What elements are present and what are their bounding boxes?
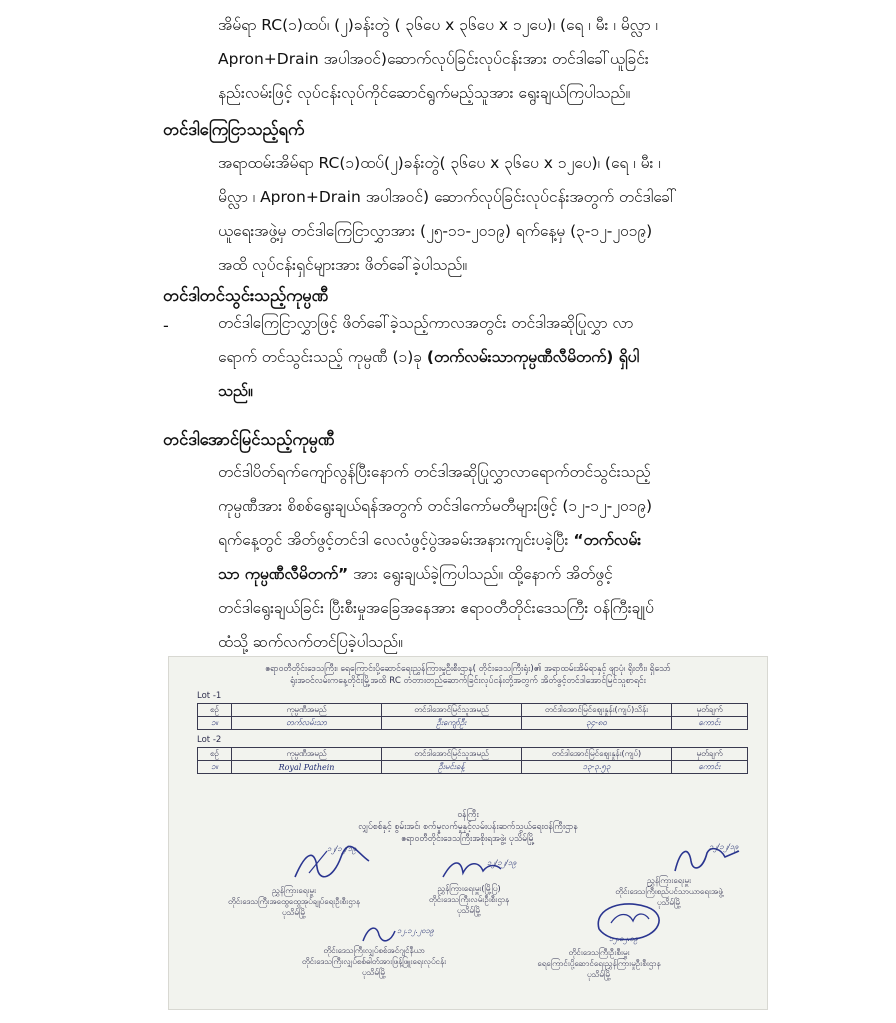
company-name-bold: (တက်လမ်းသာကုမ္ပဏီလီမိတက်) ရှိပါ (426, 348, 640, 366)
section1-paragraph (218, 146, 818, 282)
section1-line-1: အရာထမ်းအိမ်ရာ RC(၁)ထပ်(၂)ခန်းတွဲ( ၃၆ပေ x ၃၆ပေ x ၁၂ပေ)၊ (ရေ ၊ မီး ၊ (218, 154, 661, 172)
scan-header-line-2: ရုံးအဝင်လမ်းကနေ့တိုင်းမြို့အထိ RC တံတားတည်ဆောက်ခြင်းလုပ်ငန်းတို့အတွက် အိတ်ဖွင့်တင်ဒါအောင်မြင်သူစာရင်း (290, 676, 646, 686)
winner-name-bold-end: သာ ကုမ္ပဏီလီမိတက်” (218, 565, 349, 583)
lot-1-table (197, 703, 748, 730)
section2-line-1: တင်ဒါကြေငြာလွှာဖြင့် ဖိတ်ခေါ်ခဲ့သည့်ကာလအတွင်း တင်ဒါအဆိုပြုလွှာ လာ (218, 314, 634, 332)
section-heading-winning-company: တင်ဒါအောင်မြင်သည့်ကုမ္ပဏီ (163, 430, 335, 449)
section3-line-3-text: ရက်နေ့တွင် အိတ်ဖွင့်တင်ဒါ လေလံဖွင့်ပွဲအခမ်းအနားကျင်းပခဲ့ပြီး (218, 531, 574, 549)
section2-line-2-text: ရောက် တင်သွင်းသည့် ကုမ္ပဏီ (၁)ခု (218, 348, 427, 366)
lot-2-label: Lot -2 (197, 735, 222, 745)
cell-company: Royal Pathein (232, 761, 382, 774)
winner-name-bold-start: “တက်လမ်း (573, 531, 642, 549)
signature-2-role: ညွှန်ကြားရေးမှူး(မြို့ပြ) (437, 884, 501, 893)
table-header-row (198, 748, 748, 761)
cell-winner: ဦးကျော်ဦး (382, 717, 522, 730)
section-heading-submitting-company: တင်ဒါတင်သွင်းသည့်ကုမ္ပဏီ (163, 286, 329, 305)
intro-line-2: Apron+Drain အပါအဝင်)ဆောက်လုပ်ခြင်းလုပ်ငန်းအား တင်ဒါခေါ်ယူခြင်း (218, 50, 649, 68)
col-header-remark: မှတ်ချက် (672, 704, 748, 717)
signature-5-org: ရေကြောင်းပို့ဆောင်ရေးညွှန်ကြားမှုဦးစီးဌာန (537, 959, 661, 968)
section3-line-6: ထံသို့ ဆက်လက်တင်ပြခဲ့ပါသည်။ (218, 633, 403, 651)
scan-header-line-1: ဧရာဝတီတိုင်းဒေသကြီး၊ ရေကြောင်းပို့ဆောင်ရေးညွှန်ကြားမှုဦးစီးဌာန( တိုင်းဒေသကြီးရုံး)၏ အရာထမ်းအိမ်ရာနှင့် ဖျာပုံ၊ ရိုးတီး၊ ရှိသော် (265, 664, 671, 674)
section2-line-2 (218, 340, 818, 374)
intro-line-1: အိမ်ရာ RC(၁)ထပ်၊ (၂)ခန်းတွဲ ( ၃၆ပေ x ၃၆ပေ x ၁၂ပေ)၊ (ရေ ၊ မီး ၊ မိလ္လာ ၊ (218, 16, 658, 34)
section1-line-4: အထိ လုပ်ငန်းရှင်များအား ဖိတ်ခေါ်ခဲ့ပါသည်။ (218, 256, 468, 274)
signature-3-city: ပုသိမ်မြို့ (656, 898, 681, 907)
cell-remark: ကောင်း (672, 717, 748, 730)
section1-line-3: ယူရေးအဖွဲ့မှ တင်ဒါကြေငြာလွှာအား (၂၅-၁၁-၂၀၁၉) ရက်နေ့မှ (၃-၁၂-၂၀၁၉) (218, 222, 653, 240)
section1-line-2: မိလ္လာ ၊ Apron+Drain အပါအဝင်) ဆောက်လုပ်ခြင်းလုပ်ငန်းအတွက် တင်ဒါခေါ် (218, 188, 677, 206)
section-heading-tender-announcement-date: တင်ဒါကြေငြာသည့်ရက် (163, 120, 305, 139)
signature-2-city: ပုသိမ်မြို့ (456, 906, 481, 915)
section3-line-1: တင်ဒါပိတ်ရက်ကျော်လွန်ပြီးနောက် တင်ဒါအဆိုပြုလွှာလာရောက်တင်သွင်းသည့် (218, 463, 651, 481)
cell-company: တက်လမ်းသာ (232, 717, 382, 730)
section3-line-3 (218, 523, 818, 557)
signature-4-org: တိုင်းဒေသကြီးလျှပ်စစ်ဓါတ်အားဖြန့်ဖြူးရေးလုပ်ငန်း (301, 957, 447, 966)
intro-line-3: နည်းလမ်းဖြင့် လုပ်ငန်းလုပ်ကိုင်ဆောင်ရွက်မည့်သူအား ရွေးချယ်ကြပါသည်။ (218, 84, 631, 102)
signature-block-5 (499, 947, 699, 980)
table-row (198, 761, 748, 774)
cell-price: ၃၄-၈၀ (522, 717, 672, 730)
col-header-company: ကုမ္ပဏီအမည် (232, 748, 382, 761)
minister-title: ဝန်ကြီး (457, 810, 479, 820)
lot-2-table (197, 747, 748, 774)
section3-paragraph (218, 455, 818, 659)
table-row (198, 717, 748, 730)
signature-2-date: ၁၂/၁၂/၁၉ (487, 858, 517, 867)
section3-line-4-text: အား ရွေးချယ်ခဲ့ကြပါသည်။ ထို့နောက် အိတ်ဖွင့် (348, 565, 613, 583)
signature-5-date: ၁၂.၁၂.၁၉ (609, 934, 639, 943)
section2-paragraph (218, 306, 818, 408)
signature-block-1 (189, 885, 399, 918)
section3-line-4 (218, 557, 818, 591)
cell-no: ၁။ (198, 717, 232, 730)
signature-4-date: ၁၂.၁၂.၂၀၁၉ (397, 926, 434, 935)
col-header-winner: တင်ဒါအောင်မြင်သူအမည် (382, 704, 522, 717)
signature-3-role: ညွှန်ကြားရေးမှူး (647, 876, 691, 885)
col-header-remark: မှတ်ချက် (672, 748, 748, 761)
signature-1-role: ညွှန်ကြားရေးမှူး (272, 886, 316, 895)
signature-1-org: တိုင်းဒေသကြီးအထွေထွေအုပ်ချုပ်ရေးဦးစီးဌာန (227, 897, 361, 906)
signature-1-city: ပုသိမ်မြို့ (281, 908, 306, 917)
list-dash: - (163, 316, 169, 335)
col-header-no: စဉ် (198, 748, 232, 761)
scanned-result-sheet (168, 656, 768, 1010)
lot-1-label: Lot -1 (197, 691, 222, 701)
signature-3-org: တိုင်းဒေသကြီးစည်ပင်သာယာရေးအဖွဲ့ (615, 887, 723, 896)
signature-4-city: ပုသိမ်မြို့ (361, 968, 386, 977)
intro-paragraph (218, 8, 818, 110)
signature-block-4 (259, 945, 489, 978)
minister-line-1: လျှပ်စစ်နှင့် စွမ်းအင်၊ စက်မှုလက်မှုနှင့်လမ်းပန်းဆက်သွယ်ရေးဝန်ကြီးဌာန (358, 822, 578, 832)
col-header-price: တင်ဒါအောင်မြင်စျေးနှုန်း(ကျပ်) (522, 748, 672, 761)
col-header-price: တင်ဒါအောင်မြင်စျေးနှုန်း(ကျပ်)သိန်း (522, 704, 672, 717)
signature-2-org: တိုင်းဒေသကြီးလမ်းဦးစီးဌာန (428, 895, 510, 904)
signature-5-city: ပုသိမ်မြို့ (586, 970, 611, 979)
section3-line-5: တင်ဒါရွေးချယ်ခြင်း ပြီးစီးမှုအခြေအနေအား ဧရာဝတီတိုင်းဒေသကြီး ဝန်ကြီးချုပ် (218, 599, 654, 617)
signature-4-role: တိုင်းဒေသကြီးလျှပ်စစ်အင်ဂျင်နီယာ (323, 946, 425, 955)
cell-no: ၁။ (198, 761, 232, 774)
signature-5-role: တိုင်းဒေသကြီးဦးစီးမှူး (568, 948, 630, 957)
col-header-winner: တင်ဒါအောင်မြင်သူအမည် (382, 748, 522, 761)
section3-line-2: ကုမ္ပဏီအား စိစစ်ရွေးချယ်ရန်အတွက် တင်ဒါကော်မတီများဖြင့် (၁၂-၁၂-၂၀၁၉) (218, 497, 653, 515)
table-header-row (198, 704, 748, 717)
section2-line-3: သည်။ (218, 382, 253, 400)
cell-remark: ကောင်း (672, 761, 748, 774)
signature-3-date: ၁၂/၁၂/၁၉ (709, 842, 739, 851)
cell-winner: ဦးမင်းခန့် (382, 761, 522, 774)
cell-price: ၁၃-၃.၅၃ (522, 761, 672, 774)
minister-line-2: ဧရာဝတီတိုင်းဒေသကြီးအစိုးရအဖွဲ့၊ ပုသိမ်မြို့ (401, 834, 535, 844)
col-header-no: စဉ် (198, 704, 232, 717)
signature-1-date: ၁၂/၁၂/၁၉ (327, 844, 357, 853)
col-header-company: ကုမ္ပဏီအမည် (232, 704, 382, 717)
signature-block-2 (384, 883, 554, 916)
